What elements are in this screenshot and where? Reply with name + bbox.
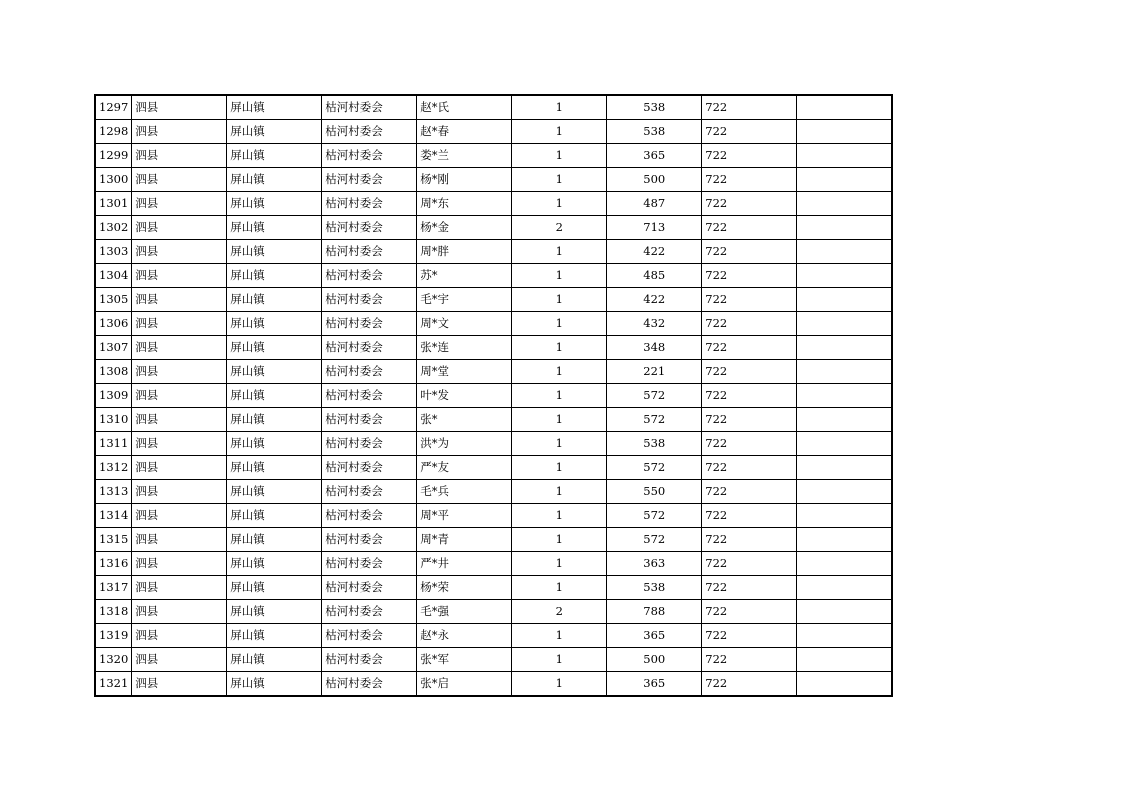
cell-note — [797, 120, 892, 144]
cell-name: 杨*刚 — [417, 168, 512, 192]
roster-table — [94, 94, 893, 697]
cell-village: 枯河村委会 — [322, 168, 417, 192]
cell-name: 张*连 — [417, 336, 512, 360]
cell-count: 1 — [512, 648, 607, 672]
cell-county: 泗县 — [132, 336, 227, 360]
cell-note — [797, 552, 892, 576]
cell-code: 722 — [702, 552, 797, 576]
cell-count: 1 — [512, 288, 607, 312]
cell-county: 泗县 — [132, 552, 227, 576]
cell-code: 722 — [702, 672, 797, 697]
cell-town: 屏山镇 — [227, 624, 322, 648]
cell-county: 泗县 — [132, 408, 227, 432]
cell-code: 722 — [702, 600, 797, 624]
cell-county: 泗县 — [132, 456, 227, 480]
cell-name: 严*友 — [417, 456, 512, 480]
cell-count: 1 — [512, 384, 607, 408]
cell-county: 泗县 — [132, 576, 227, 600]
cell-index: 1319 — [95, 624, 132, 648]
cell-town: 屏山镇 — [227, 384, 322, 408]
cell-village: 枯河村委会 — [322, 480, 417, 504]
cell-name: 周*东 — [417, 192, 512, 216]
cell-town: 屏山镇 — [227, 216, 322, 240]
cell-note — [797, 240, 892, 264]
cell-amount: 221 — [607, 360, 702, 384]
cell-index: 1306 — [95, 312, 132, 336]
cell-village: 枯河村委会 — [322, 528, 417, 552]
table-row — [95, 264, 892, 288]
cell-amount: 538 — [607, 576, 702, 600]
cell-village: 枯河村委会 — [322, 408, 417, 432]
cell-index: 1318 — [95, 600, 132, 624]
table-row — [95, 312, 892, 336]
cell-code: 722 — [702, 480, 797, 504]
cell-county: 泗县 — [132, 672, 227, 697]
table-row — [95, 192, 892, 216]
cell-name: 张*启 — [417, 672, 512, 697]
cell-county: 泗县 — [132, 624, 227, 648]
cell-index: 1297 — [95, 95, 132, 120]
cell-code: 722 — [702, 168, 797, 192]
cell-note — [797, 576, 892, 600]
cell-note — [797, 336, 892, 360]
cell-name: 严*井 — [417, 552, 512, 576]
cell-town: 屏山镇 — [227, 408, 322, 432]
cell-code: 722 — [702, 648, 797, 672]
cell-count: 1 — [512, 264, 607, 288]
cell-code: 722 — [702, 288, 797, 312]
cell-note — [797, 168, 892, 192]
cell-amount: 432 — [607, 312, 702, 336]
cell-code: 722 — [702, 312, 797, 336]
cell-amount: 422 — [607, 240, 702, 264]
cell-village: 枯河村委会 — [322, 120, 417, 144]
cell-village: 枯河村委会 — [322, 144, 417, 168]
cell-count: 1 — [512, 624, 607, 648]
cell-code: 722 — [702, 504, 797, 528]
cell-note — [797, 600, 892, 624]
cell-name: 赵*春 — [417, 120, 512, 144]
cell-index: 1303 — [95, 240, 132, 264]
cell-index: 1311 — [95, 432, 132, 456]
cell-amount: 348 — [607, 336, 702, 360]
cell-name: 杨*金 — [417, 216, 512, 240]
cell-county: 泗县 — [132, 120, 227, 144]
cell-village: 枯河村委会 — [322, 576, 417, 600]
cell-amount: 788 — [607, 600, 702, 624]
cell-index: 1308 — [95, 360, 132, 384]
table-row — [95, 336, 892, 360]
cell-town: 屏山镇 — [227, 600, 322, 624]
cell-county: 泗县 — [132, 264, 227, 288]
table-row — [95, 144, 892, 168]
cell-town: 屏山镇 — [227, 192, 322, 216]
cell-code: 722 — [702, 432, 797, 456]
cell-index: 1310 — [95, 408, 132, 432]
cell-town: 屏山镇 — [227, 312, 322, 336]
cell-name: 毛*兵 — [417, 480, 512, 504]
cell-count: 1 — [512, 456, 607, 480]
cell-village: 枯河村委会 — [322, 432, 417, 456]
table-row — [95, 120, 892, 144]
table-row — [95, 432, 892, 456]
cell-name: 赵*氏 — [417, 95, 512, 120]
cell-count: 1 — [512, 432, 607, 456]
cell-note — [797, 360, 892, 384]
cell-county: 泗县 — [132, 192, 227, 216]
cell-amount: 713 — [607, 216, 702, 240]
cell-name: 周*胖 — [417, 240, 512, 264]
cell-village: 枯河村委会 — [322, 95, 417, 120]
cell-note — [797, 528, 892, 552]
table-body — [95, 95, 892, 696]
cell-town: 屏山镇 — [227, 672, 322, 697]
cell-village: 枯河村委会 — [322, 456, 417, 480]
cell-note — [797, 480, 892, 504]
cell-count: 1 — [512, 552, 607, 576]
cell-code: 722 — [702, 95, 797, 120]
cell-note — [797, 192, 892, 216]
cell-amount: 538 — [607, 120, 702, 144]
cell-index: 1317 — [95, 576, 132, 600]
cell-name: 洪*为 — [417, 432, 512, 456]
table-row — [95, 528, 892, 552]
cell-village: 枯河村委会 — [322, 216, 417, 240]
cell-index: 1304 — [95, 264, 132, 288]
cell-name: 杨*荣 — [417, 576, 512, 600]
cell-count: 1 — [512, 360, 607, 384]
cell-index: 1299 — [95, 144, 132, 168]
cell-name: 周*堂 — [417, 360, 512, 384]
cell-code: 722 — [702, 240, 797, 264]
cell-village: 枯河村委会 — [322, 672, 417, 697]
table-row — [95, 216, 892, 240]
cell-count: 1 — [512, 312, 607, 336]
cell-name: 张*军 — [417, 648, 512, 672]
cell-code: 722 — [702, 576, 797, 600]
cell-county: 泗县 — [132, 648, 227, 672]
table-row — [95, 360, 892, 384]
table-row — [95, 504, 892, 528]
cell-village: 枯河村委会 — [322, 288, 417, 312]
cell-village: 枯河村委会 — [322, 264, 417, 288]
cell-note — [797, 648, 892, 672]
cell-index: 1314 — [95, 504, 132, 528]
cell-count: 1 — [512, 168, 607, 192]
cell-amount: 365 — [607, 144, 702, 168]
cell-name: 毛*强 — [417, 600, 512, 624]
cell-index: 1320 — [95, 648, 132, 672]
cell-town: 屏山镇 — [227, 504, 322, 528]
cell-village: 枯河村委会 — [322, 504, 417, 528]
cell-code: 722 — [702, 624, 797, 648]
cell-village: 枯河村委会 — [322, 192, 417, 216]
cell-note — [797, 624, 892, 648]
cell-village: 枯河村委会 — [322, 360, 417, 384]
cell-note — [797, 384, 892, 408]
cell-amount: 572 — [607, 504, 702, 528]
cell-index: 1305 — [95, 288, 132, 312]
table-row — [95, 456, 892, 480]
cell-amount: 365 — [607, 624, 702, 648]
cell-code: 722 — [702, 336, 797, 360]
cell-name: 娄*兰 — [417, 144, 512, 168]
cell-note — [797, 504, 892, 528]
cell-village: 枯河村委会 — [322, 600, 417, 624]
cell-note — [797, 144, 892, 168]
cell-note — [797, 264, 892, 288]
cell-name: 张* — [417, 408, 512, 432]
cell-name: 苏* — [417, 264, 512, 288]
cell-index: 1298 — [95, 120, 132, 144]
cell-code: 722 — [702, 528, 797, 552]
cell-index: 1316 — [95, 552, 132, 576]
cell-town: 屏山镇 — [227, 288, 322, 312]
cell-village: 枯河村委会 — [322, 384, 417, 408]
cell-town: 屏山镇 — [227, 360, 322, 384]
cell-county: 泗县 — [132, 95, 227, 120]
cell-index: 1309 — [95, 384, 132, 408]
cell-note — [797, 456, 892, 480]
cell-amount: 572 — [607, 384, 702, 408]
cell-amount: 487 — [607, 192, 702, 216]
cell-code: 722 — [702, 456, 797, 480]
cell-county: 泗县 — [132, 528, 227, 552]
cell-amount: 485 — [607, 264, 702, 288]
cell-index: 1307 — [95, 336, 132, 360]
cell-name: 毛*宇 — [417, 288, 512, 312]
cell-code: 722 — [702, 216, 797, 240]
cell-code: 722 — [702, 360, 797, 384]
cell-village: 枯河村委会 — [322, 648, 417, 672]
cell-name: 周*文 — [417, 312, 512, 336]
cell-code: 722 — [702, 120, 797, 144]
cell-count: 1 — [512, 576, 607, 600]
table-row — [95, 168, 892, 192]
cell-index: 1301 — [95, 192, 132, 216]
cell-note — [797, 288, 892, 312]
cell-index: 1312 — [95, 456, 132, 480]
cell-amount: 538 — [607, 95, 702, 120]
cell-amount: 550 — [607, 480, 702, 504]
cell-count: 1 — [512, 408, 607, 432]
cell-note — [797, 312, 892, 336]
cell-amount: 363 — [607, 552, 702, 576]
cell-town: 屏山镇 — [227, 240, 322, 264]
cell-code: 722 — [702, 264, 797, 288]
cell-town: 屏山镇 — [227, 552, 322, 576]
cell-town: 屏山镇 — [227, 456, 322, 480]
cell-town: 屏山镇 — [227, 95, 322, 120]
cell-county: 泗县 — [132, 432, 227, 456]
table-row — [95, 384, 892, 408]
cell-amount: 422 — [607, 288, 702, 312]
cell-note — [797, 95, 892, 120]
table-row — [95, 624, 892, 648]
cell-count: 1 — [512, 336, 607, 360]
cell-count: 1 — [512, 192, 607, 216]
cell-county: 泗县 — [132, 312, 227, 336]
cell-county: 泗县 — [132, 288, 227, 312]
cell-index: 1313 — [95, 480, 132, 504]
cell-county: 泗县 — [132, 144, 227, 168]
cell-note — [797, 432, 892, 456]
cell-count: 1 — [512, 120, 607, 144]
cell-amount: 500 — [607, 648, 702, 672]
table-row — [95, 600, 892, 624]
cell-county: 泗县 — [132, 480, 227, 504]
cell-code: 722 — [702, 144, 797, 168]
cell-amount: 572 — [607, 528, 702, 552]
cell-town: 屏山镇 — [227, 144, 322, 168]
cell-code: 722 — [702, 384, 797, 408]
cell-count: 2 — [512, 216, 607, 240]
table-row — [95, 672, 892, 697]
cell-town: 屏山镇 — [227, 576, 322, 600]
cell-county: 泗县 — [132, 360, 227, 384]
cell-village: 枯河村委会 — [322, 552, 417, 576]
cell-count: 1 — [512, 95, 607, 120]
cell-amount: 572 — [607, 408, 702, 432]
cell-name: 叶*发 — [417, 384, 512, 408]
cell-count: 2 — [512, 600, 607, 624]
cell-town: 屏山镇 — [227, 480, 322, 504]
table-row — [95, 480, 892, 504]
cell-count: 1 — [512, 480, 607, 504]
cell-count: 1 — [512, 672, 607, 697]
cell-town: 屏山镇 — [227, 120, 322, 144]
cell-note — [797, 408, 892, 432]
cell-name: 赵*永 — [417, 624, 512, 648]
cell-count: 1 — [512, 504, 607, 528]
cell-count: 1 — [512, 528, 607, 552]
cell-town: 屏山镇 — [227, 528, 322, 552]
cell-county: 泗县 — [132, 384, 227, 408]
cell-county: 泗县 — [132, 504, 227, 528]
cell-amount: 538 — [607, 432, 702, 456]
cell-note — [797, 216, 892, 240]
table-row — [95, 648, 892, 672]
table-row — [95, 552, 892, 576]
table-row — [95, 576, 892, 600]
cell-town: 屏山镇 — [227, 168, 322, 192]
cell-index: 1315 — [95, 528, 132, 552]
table-row — [95, 240, 892, 264]
cell-county: 泗县 — [132, 216, 227, 240]
cell-amount: 572 — [607, 456, 702, 480]
cell-code: 722 — [702, 408, 797, 432]
cell-village: 枯河村委会 — [322, 336, 417, 360]
table-row — [95, 288, 892, 312]
cell-village: 枯河村委会 — [322, 240, 417, 264]
cell-index: 1300 — [95, 168, 132, 192]
cell-code: 722 — [702, 192, 797, 216]
cell-village: 枯河村委会 — [322, 312, 417, 336]
table-row — [95, 408, 892, 432]
cell-amount: 500 — [607, 168, 702, 192]
cell-count: 1 — [512, 144, 607, 168]
cell-note — [797, 672, 892, 697]
cell-index: 1302 — [95, 216, 132, 240]
cell-name: 周*青 — [417, 528, 512, 552]
cell-county: 泗县 — [132, 600, 227, 624]
table-row — [95, 95, 892, 120]
cell-count: 1 — [512, 240, 607, 264]
cell-town: 屏山镇 — [227, 432, 322, 456]
cell-town: 屏山镇 — [227, 264, 322, 288]
cell-amount: 365 — [607, 672, 702, 697]
cell-town: 屏山镇 — [227, 648, 322, 672]
cell-town: 屏山镇 — [227, 336, 322, 360]
cell-index: 1321 — [95, 672, 132, 697]
cell-county: 泗县 — [132, 240, 227, 264]
cell-county: 泗县 — [132, 168, 227, 192]
cell-village: 枯河村委会 — [322, 624, 417, 648]
cell-name: 周*平 — [417, 504, 512, 528]
